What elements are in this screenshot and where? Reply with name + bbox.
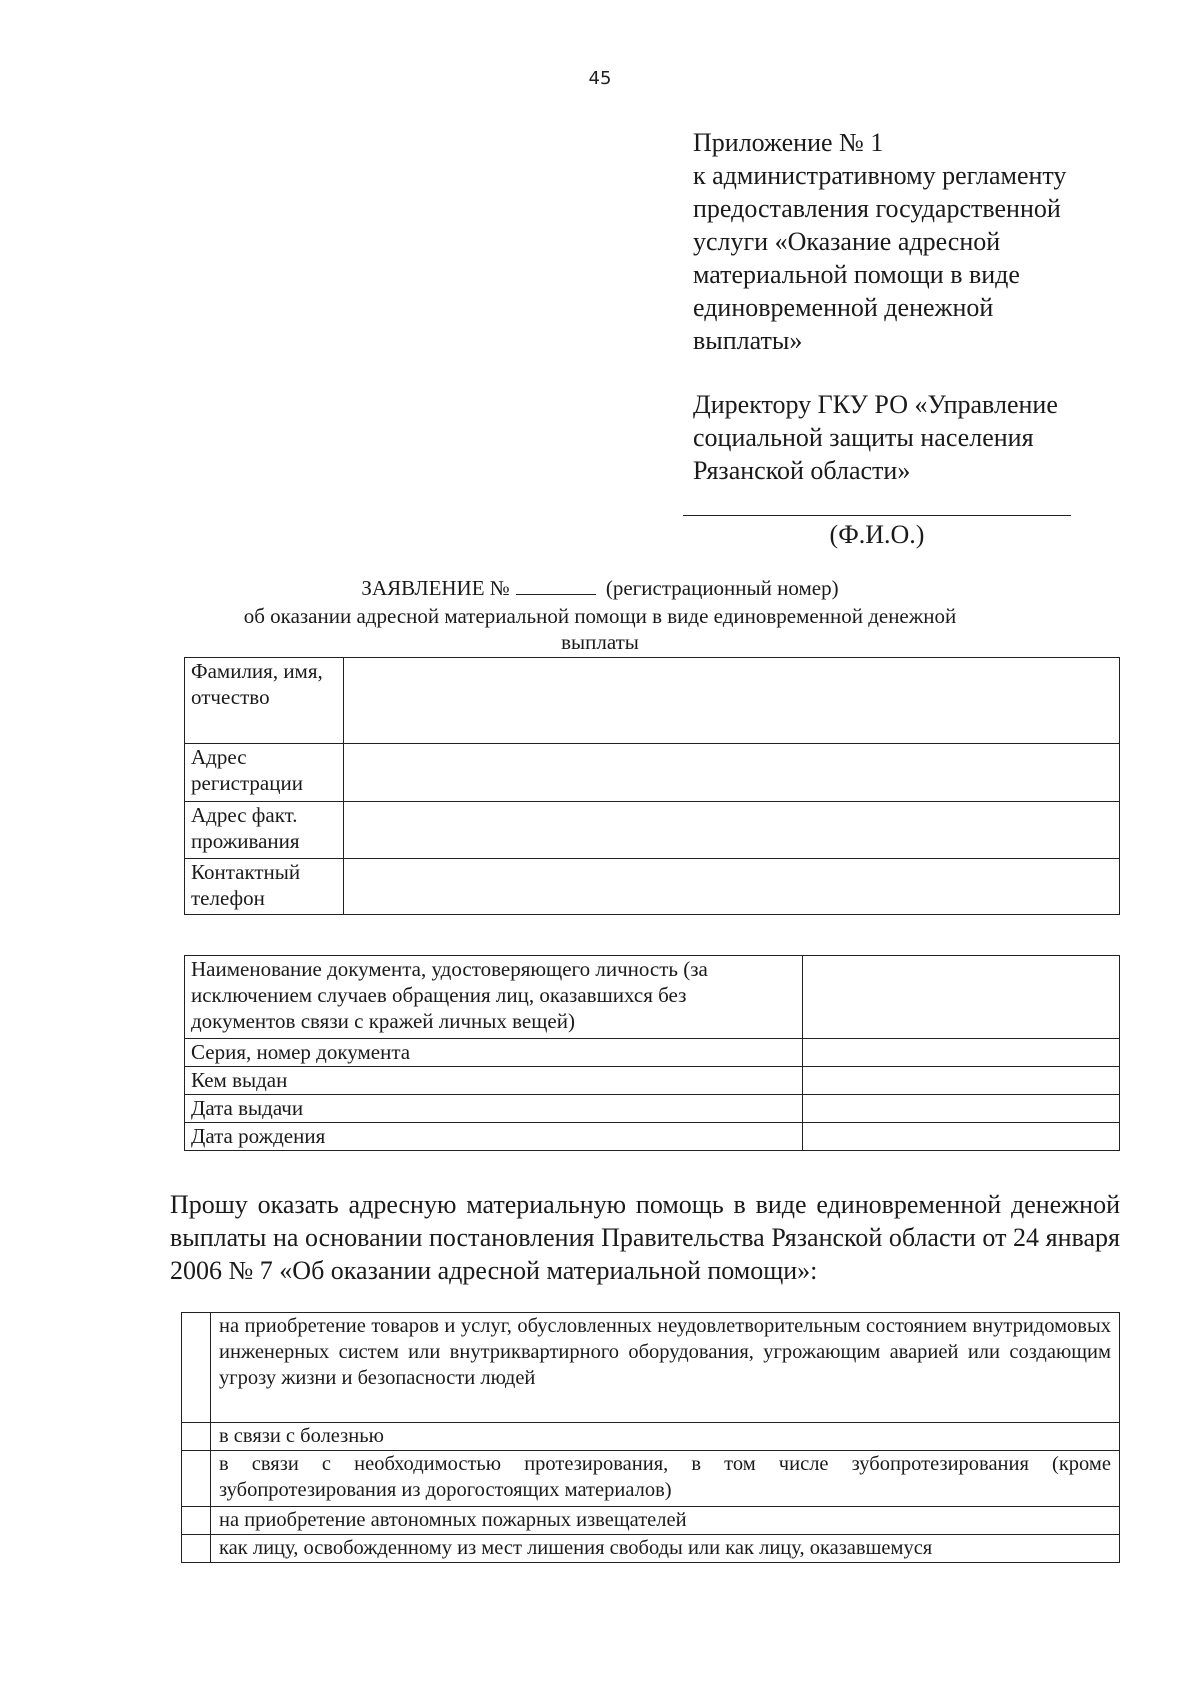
table-row [182, 1535, 1120, 1563]
reason-checkbox[interactable] [182, 1423, 211, 1451]
field-label: Адрес факт. проживания [185, 802, 344, 859]
reason-checkbox[interactable] [182, 1535, 211, 1563]
table-row [185, 1067, 1120, 1095]
fio-caption: (Ф.И.О.) [829, 520, 925, 549]
field-label: Контактный телефон [185, 859, 344, 915]
field-label: Адрес регистрации [185, 744, 344, 802]
field-label: Фамилия, имя, отчество [185, 658, 344, 744]
appendix-line: выплаты» [693, 326, 803, 355]
table-row [185, 859, 1120, 915]
table-row [185, 1095, 1120, 1123]
registration-address-field[interactable] [344, 744, 1120, 802]
field-label: Серия, номер документа [185, 1039, 803, 1067]
table-row [185, 802, 1120, 859]
issued-by-field[interactable] [803, 1067, 1120, 1095]
assistance-reasons-table [181, 1312, 1120, 1563]
addressee-block [693, 388, 1133, 487]
registration-number-field[interactable] [516, 576, 596, 595]
appendix-line: к административному регламенту [693, 161, 1067, 190]
field-label: Наименование документа, удостоверяющего личность (за исключением случаев обращения лиц, оказавшихся без документов связи с кражей личных вещей) [185, 956, 803, 1039]
addressee-line: Директору ГКУ РО «Управление [693, 390, 1058, 419]
appendix-line: предоставления государственной [693, 194, 1061, 223]
reason-checkbox[interactable] [182, 1313, 211, 1423]
issue-date-field[interactable] [803, 1095, 1120, 1123]
document-name-field[interactable] [803, 956, 1120, 1039]
reason-text: как лицу, освобожденному из мест лишения свободы или как лицу, оказавшемуся [211, 1535, 1120, 1563]
identity-document-table [184, 955, 1120, 1151]
appendix-block [693, 126, 1133, 357]
application-subtitle: об оказании адресной материальной помощи в виде единовременной денежной [243, 604, 957, 628]
reason-text: в связи с болезнью [211, 1423, 1120, 1451]
addressee-line: Рязанской области» [693, 456, 911, 485]
document-series-number-field[interactable] [803, 1039, 1120, 1067]
application-title-text: ЗАЯВЛЕНИЕ № [361, 576, 510, 600]
appendix-line: услуги «Оказание адресной [693, 227, 1001, 256]
full-name-field[interactable] [344, 658, 1120, 744]
personal-data-table [184, 657, 1120, 915]
field-label: Кем выдан [185, 1067, 803, 1095]
table-row [182, 1423, 1120, 1451]
appendix-line: Приложение № 1 [693, 128, 884, 157]
page-number: 45 [588, 68, 612, 89]
appendix-line: материальной помощи в виде [693, 260, 1020, 289]
request-paragraph: Прошу оказать адресную материальную помощь в виде единовременной денежной выплаты на основании постановления Правительства Рязанской области от 24 января 2006 № 7 «Об оказании адресной материальной помощи»: [170, 1190, 1120, 1285]
registration-number-hint: (регистрационный номер) [605, 576, 839, 600]
addressee-line: социальной защиты населения [693, 423, 1034, 452]
table-row [182, 1451, 1120, 1507]
field-label: Дата рождения [185, 1123, 803, 1151]
table-row [185, 1039, 1120, 1067]
table-row [182, 1313, 1120, 1423]
application-subtitle: выплаты [561, 630, 639, 654]
reason-text: в связи с необходимостью протезирования, в том числе зубопротезирования (кроме зубопротезирования из дорогостоящих материалов) [211, 1451, 1120, 1507]
table-row [182, 1507, 1120, 1535]
table-row [185, 744, 1120, 802]
reason-checkbox[interactable] [182, 1507, 211, 1535]
table-row [185, 956, 1120, 1039]
application-title [0, 575, 1200, 601]
phone-field[interactable] [344, 859, 1120, 915]
fio-field[interactable] [683, 515, 1071, 516]
actual-address-field[interactable] [344, 802, 1120, 859]
table-row [185, 1123, 1120, 1151]
appendix-line: единовременной денежной [693, 293, 994, 322]
table-row [185, 658, 1120, 744]
reason-checkbox[interactable] [182, 1451, 211, 1507]
reason-text: на приобретение автономных пожарных извещателей [211, 1507, 1120, 1535]
reason-text: на приобретение товаров и услуг, обусловленных неудовлетворительным состоянием внутридомовых инженерных систем или внутриквартирного оборудования, угрожающим аварией или создающим угрозу жизни и безопасности людей [211, 1313, 1120, 1423]
field-label: Дата выдачи [185, 1095, 803, 1123]
birth-date-field[interactable] [803, 1123, 1120, 1151]
